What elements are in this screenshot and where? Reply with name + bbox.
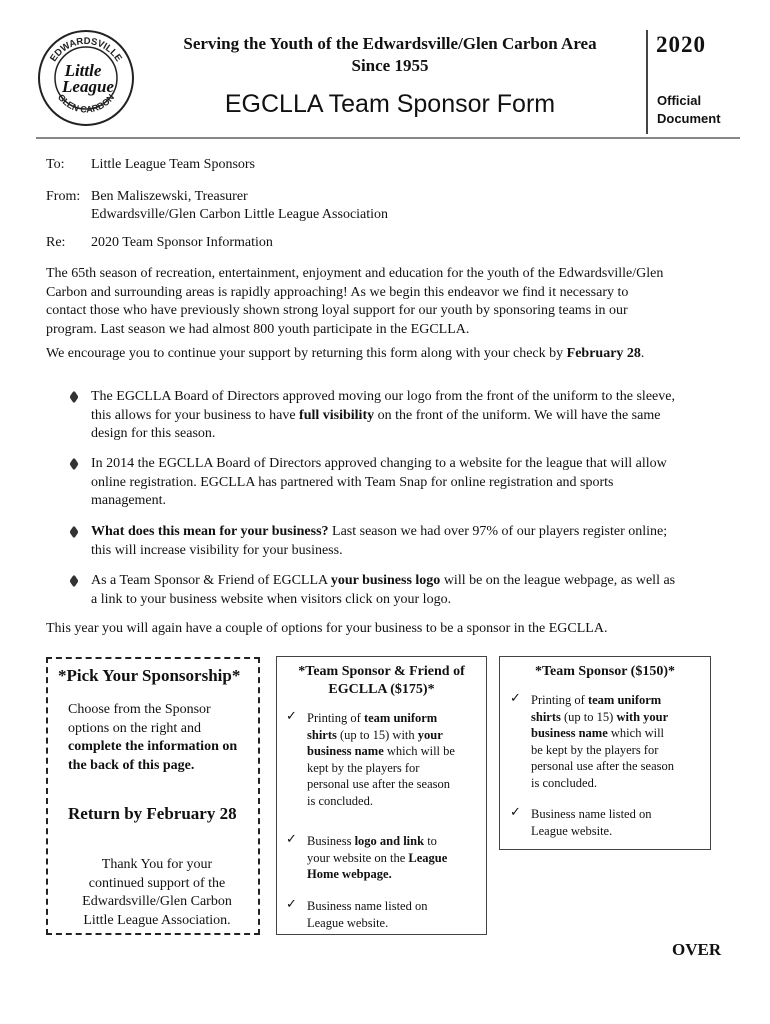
friend-item-shirts: Printing of team uniform shirts (up to 15) with your business name which will be kept by the players for personal use after the season is concluded. [307,711,455,808]
re-value: 2020 Team Sponsor Information [91,235,273,250]
bullet-icon [69,574,78,587]
sponsor-item-listing: Business name listed on League website. [531,807,652,838]
from-label: From: [46,189,81,204]
re-label: Re: [46,235,66,250]
header-tagline: Serving the Youth of the Edwardsville/Glen Carbon Area [183,34,597,53]
check-icon: ✓ [286,896,297,911]
encourage-paragraph: We encourage you to continue your support by returning this form along with your check by February 28. [46,346,645,361]
official-document-label: Official Document [657,93,721,126]
intro-paragraph: The 65th season of recreation, entertainment, enjoyment and education for the youth of the Edwardsville/Glen Carbon and surrounding areas is rapidly approaching! As we begin this endeavor we find it necessary to contact those who have previously shown strong loyal support for our youth by sponsoring teams in our program. Last season we had almost 800 youth participate in the EGCLLA. [46,266,664,337]
header-since: Since 1955 [351,56,429,75]
bullet-friend-logo: As a Team Sponsor & Friend of EGCLLA your business logo will be on the league webpage, as well as a link to your business website when visitors click on your logo. [91,573,676,607]
friend-item-listing: Business name listed on League website. [307,899,428,930]
bullet-business-meaning: What does this mean for your business? Last season we had over 97% of our players register online; this will increase visibility for your business. [91,524,668,558]
options-intro: This year you will again have a couple of options for your business to be a sponsor in the EGCLLA. [46,621,608,636]
check-icon: ✓ [510,804,521,819]
return-deadline: Return by February 28 [68,804,237,823]
from-value: Ben Maliszewski, Treasurer Edwardsville/Glen Carbon Little League Association [91,189,389,222]
svg-text:Little: Little [64,61,102,80]
to-label: To: [46,157,65,172]
bullet-website: In 2014 the EGCLLA Board of Directors approved changing to a website for the league that will allow online registration. EGCLLA has partnered with Team Snap for online registration and sports management. [91,456,667,508]
svg-text:GLEN CARBON: GLEN CARBON [55,92,117,115]
team-sponsor-title: *Team Sponsor ($150)* [534,664,676,679]
friend-sponsor-title: *Team Sponsor & Friend of EGCLLA ($175)* [298,664,465,697]
header-divider [646,30,648,134]
over-label: OVER [672,940,722,959]
pick-title: *Pick Your Sponsorship* [58,666,241,685]
thank-you-note: Thank You for your continued support of the Edwardsville/Glen Carbon Little League Association. [82,857,232,928]
check-icon: ✓ [286,708,297,723]
bullet-logo-sleeve: The EGCLLA Board of Directors approved moving our logo from the front of the uniform to the sleeve, this allows for your business to have full visibility on the front of the uniform. We will have the same design for this season. [91,389,675,441]
to-value: Little League Team Sponsors [91,157,256,172]
svg-text:EDWARDSVILLE: EDWARDSVILLE [48,35,124,64]
year-label: 2020 [656,32,706,57]
sponsor-item-shirts: Printing of team uniform shirts (up to 15) with your business name which will be kept by the players for personal use after the season is concluded. [531,693,674,790]
bullet-icon [69,525,78,538]
check-icon: ✓ [286,831,297,846]
page-title: EGCLLA Team Sponsor Form [224,90,556,118]
friend-item-logo-link: Business logo and link to your website on the League Home webpage. [307,834,448,881]
pick-instructions: Choose from the Sponsor options on the right and complete the information on the back of this page. [68,702,238,773]
bullet-icon [69,390,78,403]
check-icon: ✓ [510,690,521,705]
bullet-icon [69,457,78,470]
svg-text:League: League [62,77,114,96]
little-league-logo [36,28,136,128]
header-rule [36,137,740,139]
